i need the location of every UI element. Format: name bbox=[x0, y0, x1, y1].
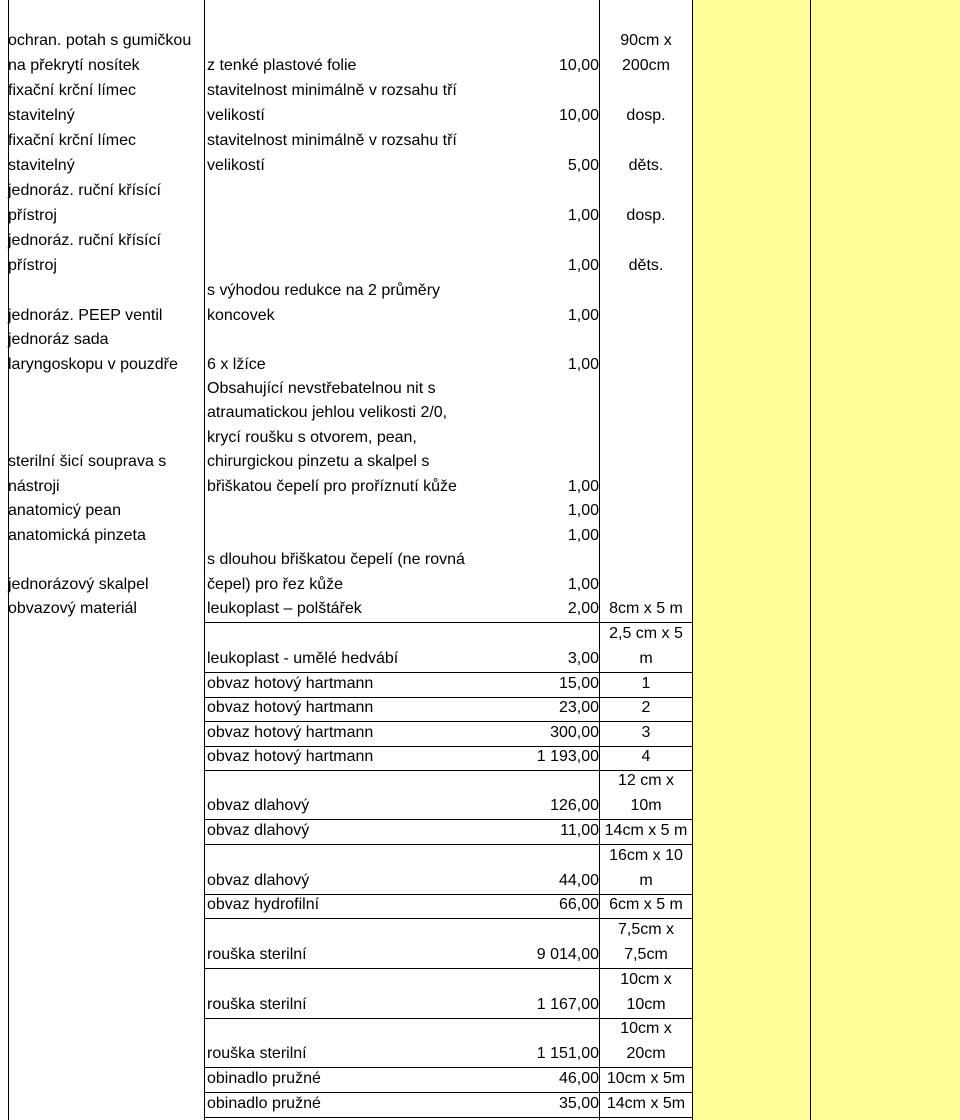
cell-item: fixační krční límec bbox=[8, 82, 137, 99]
cell-spec: obvaz dlahový bbox=[207, 871, 310, 889]
cell-item: anatomicý pean bbox=[8, 501, 121, 519]
cell-qty: 1,00 bbox=[567, 501, 599, 519]
price-column-yellow bbox=[692, 0, 810, 1120]
cell-spec: 6 x lžíce bbox=[207, 355, 266, 373]
cell-spec: obinadlo pružné bbox=[207, 1069, 321, 1087]
cell-size: 20cm bbox=[626, 1044, 666, 1062]
cell-item: obvazový materiál bbox=[8, 599, 137, 617]
cell-spec: rouška sterilní bbox=[207, 1044, 307, 1062]
cell-spec: chirurgickou pinzetu a skalpel s bbox=[207, 453, 430, 470]
cell-qty: 1,00 bbox=[567, 206, 599, 224]
cell-spec: obvaz hotový hartmann bbox=[207, 747, 374, 765]
cell-qty: 1,00 bbox=[567, 306, 599, 324]
cell-spec: obvaz dlahový bbox=[207, 821, 310, 839]
cell-size: m bbox=[639, 649, 653, 667]
cell-spec: břiškatou čepelí pro proříznutí kůže bbox=[207, 477, 457, 495]
cell-item: stavitelný bbox=[8, 106, 75, 124]
cell-qty: 300,00 bbox=[550, 723, 599, 741]
cell-item: laryngoskopu v pouzdře bbox=[8, 355, 178, 373]
cell-spec: Obsahující nevstřebatelnou nit s bbox=[207, 379, 436, 397]
cell-size: 7,5cm bbox=[624, 945, 668, 963]
cell-item: jednoráz sada bbox=[8, 331, 109, 348]
cell-spec: obvaz hotový hartmann bbox=[207, 698, 374, 716]
cell-size: m bbox=[639, 871, 653, 889]
cell-qty: 1 193,00 bbox=[536, 747, 599, 765]
cell-size: 7,5cm x bbox=[617, 921, 674, 938]
cell-spec: leukoplast - umělé hedvábí bbox=[207, 649, 399, 667]
cell-size: 12 cm x bbox=[617, 772, 674, 789]
cell-item: jednorázový skalpel bbox=[8, 575, 149, 593]
cell-item: fixační krční límec bbox=[8, 132, 137, 149]
cell-qty: 1,00 bbox=[567, 575, 599, 593]
cell-qty: 10,00 bbox=[558, 106, 599, 124]
cell-spec: obvaz hydrofilní bbox=[207, 895, 320, 913]
cell-size: 6cm x 5 m bbox=[609, 895, 683, 913]
cell-spec: koncovek bbox=[207, 306, 275, 324]
cell-qty: 44,00 bbox=[558, 871, 599, 889]
cell-spec: s dlouhou břiškatou čepelí (ne rovná bbox=[207, 551, 465, 568]
cell-item: ochran. potah s gumičkou bbox=[8, 32, 192, 49]
cell-size: 2 bbox=[641, 698, 651, 716]
cell-qty: 5,00 bbox=[567, 156, 599, 174]
cell-qty: 9 014,00 bbox=[536, 945, 599, 963]
cell-spec: rouška sterilní bbox=[207, 995, 307, 1013]
grid-vline-b bbox=[204, 0, 205, 1120]
cell-size: 90cm x bbox=[620, 32, 672, 49]
cell-size: dosp. bbox=[626, 206, 666, 224]
cell-qty: 35,00 bbox=[558, 1094, 599, 1112]
cell-qty: 46,00 bbox=[558, 1069, 599, 1087]
cell-qty: 66,00 bbox=[558, 895, 599, 913]
cell-item: stavitelný bbox=[8, 156, 75, 174]
cell-spec: leukoplast – polštářek bbox=[207, 599, 362, 617]
cell-item: přístroj bbox=[8, 206, 57, 224]
cell-size: děts. bbox=[628, 156, 664, 174]
cell-spec: velikostí bbox=[207, 156, 265, 174]
cell-qty: 1,00 bbox=[567, 526, 599, 544]
cell-spec: obvaz hotový hartmann bbox=[207, 723, 374, 741]
cell-size: 4 bbox=[641, 747, 651, 765]
cell-item: jednoráz. ruční křísící bbox=[8, 232, 161, 249]
cell-spec: s výhodou redukce na 2 průměry bbox=[207, 282, 441, 299]
cell-qty: 10,00 bbox=[558, 56, 599, 74]
cell-spec: stavitelnost minimálně v rozsahu tří bbox=[207, 82, 457, 99]
cell-size: 14cm x 5 m bbox=[604, 821, 688, 839]
cell-size: 8cm x 5 m bbox=[609, 599, 683, 617]
cell-item: jednoráz. PEEP ventil bbox=[8, 306, 163, 324]
cell-item: jednoráz. ruční křísící bbox=[8, 182, 161, 199]
cell-item: anatomická pinzeta bbox=[8, 526, 146, 544]
total-column-yellow bbox=[810, 0, 960, 1120]
cell-qty: 2,00 bbox=[567, 599, 599, 617]
cell-qty: 126,00 bbox=[550, 796, 599, 814]
cell-spec: rouška sterilní bbox=[207, 945, 307, 963]
cell-size: 200cm bbox=[621, 56, 671, 74]
grid-vline-e bbox=[810, 0, 811, 1120]
cell-size: 10m bbox=[630, 796, 662, 814]
cell-spec: atraumatickou jehlou velikosti 2/0, bbox=[207, 404, 448, 421]
cell-qty: 1,00 bbox=[567, 477, 599, 495]
cell-size: 2,5 cm x 5 bbox=[609, 625, 683, 642]
cell-item: na překrytí nosítek bbox=[8, 56, 140, 74]
cell-qty: 1,00 bbox=[567, 256, 599, 274]
cell-spec: čepel) pro řez kůže bbox=[207, 575, 344, 593]
cell-size: 10cm x bbox=[620, 971, 672, 988]
cell-size: 3 bbox=[641, 723, 651, 741]
cell-qty: 1,00 bbox=[567, 355, 599, 373]
cell-item: přístroj bbox=[8, 256, 57, 274]
cell-qty: 3,00 bbox=[567, 649, 599, 667]
cell-qty: 15,00 bbox=[558, 674, 599, 692]
cell-qty: 23,00 bbox=[558, 698, 599, 716]
cell-size: 10cm x bbox=[620, 1020, 672, 1037]
cell-spec: z tenké plastové folie bbox=[207, 56, 357, 74]
cell-spec: stavitelnost minimálně v rozsahu tří bbox=[207, 132, 457, 149]
cell-size: 16cm x 10 bbox=[609, 847, 683, 864]
cell-size: 10cm bbox=[626, 995, 666, 1013]
cell-qty: 1 167,00 bbox=[536, 995, 599, 1013]
cell-spec: velikostí bbox=[207, 106, 265, 124]
cell-item: nástroji bbox=[8, 477, 60, 495]
cell-size: 14cm x 5m bbox=[606, 1094, 686, 1112]
cell-size: děts. bbox=[628, 256, 664, 274]
cell-qty: 1 151,00 bbox=[536, 1044, 599, 1062]
cell-spec: obvaz hotový hartmann bbox=[207, 674, 374, 692]
cell-size: dosp. bbox=[626, 106, 666, 124]
cell-spec: obinadlo pružné bbox=[207, 1094, 321, 1112]
cell-item: sterilní šicí souprava s bbox=[8, 453, 167, 470]
cell-spec: krycí roušku s otvorem, pean, bbox=[207, 428, 417, 446]
grid-hline bbox=[204, 1117, 693, 1118]
cell-qty: 11,00 bbox=[560, 821, 599, 839]
cell-size: 10cm x 5m bbox=[606, 1069, 686, 1087]
cell-spec: obvaz dlahový bbox=[207, 796, 310, 814]
cell-size: 1 bbox=[641, 674, 651, 692]
